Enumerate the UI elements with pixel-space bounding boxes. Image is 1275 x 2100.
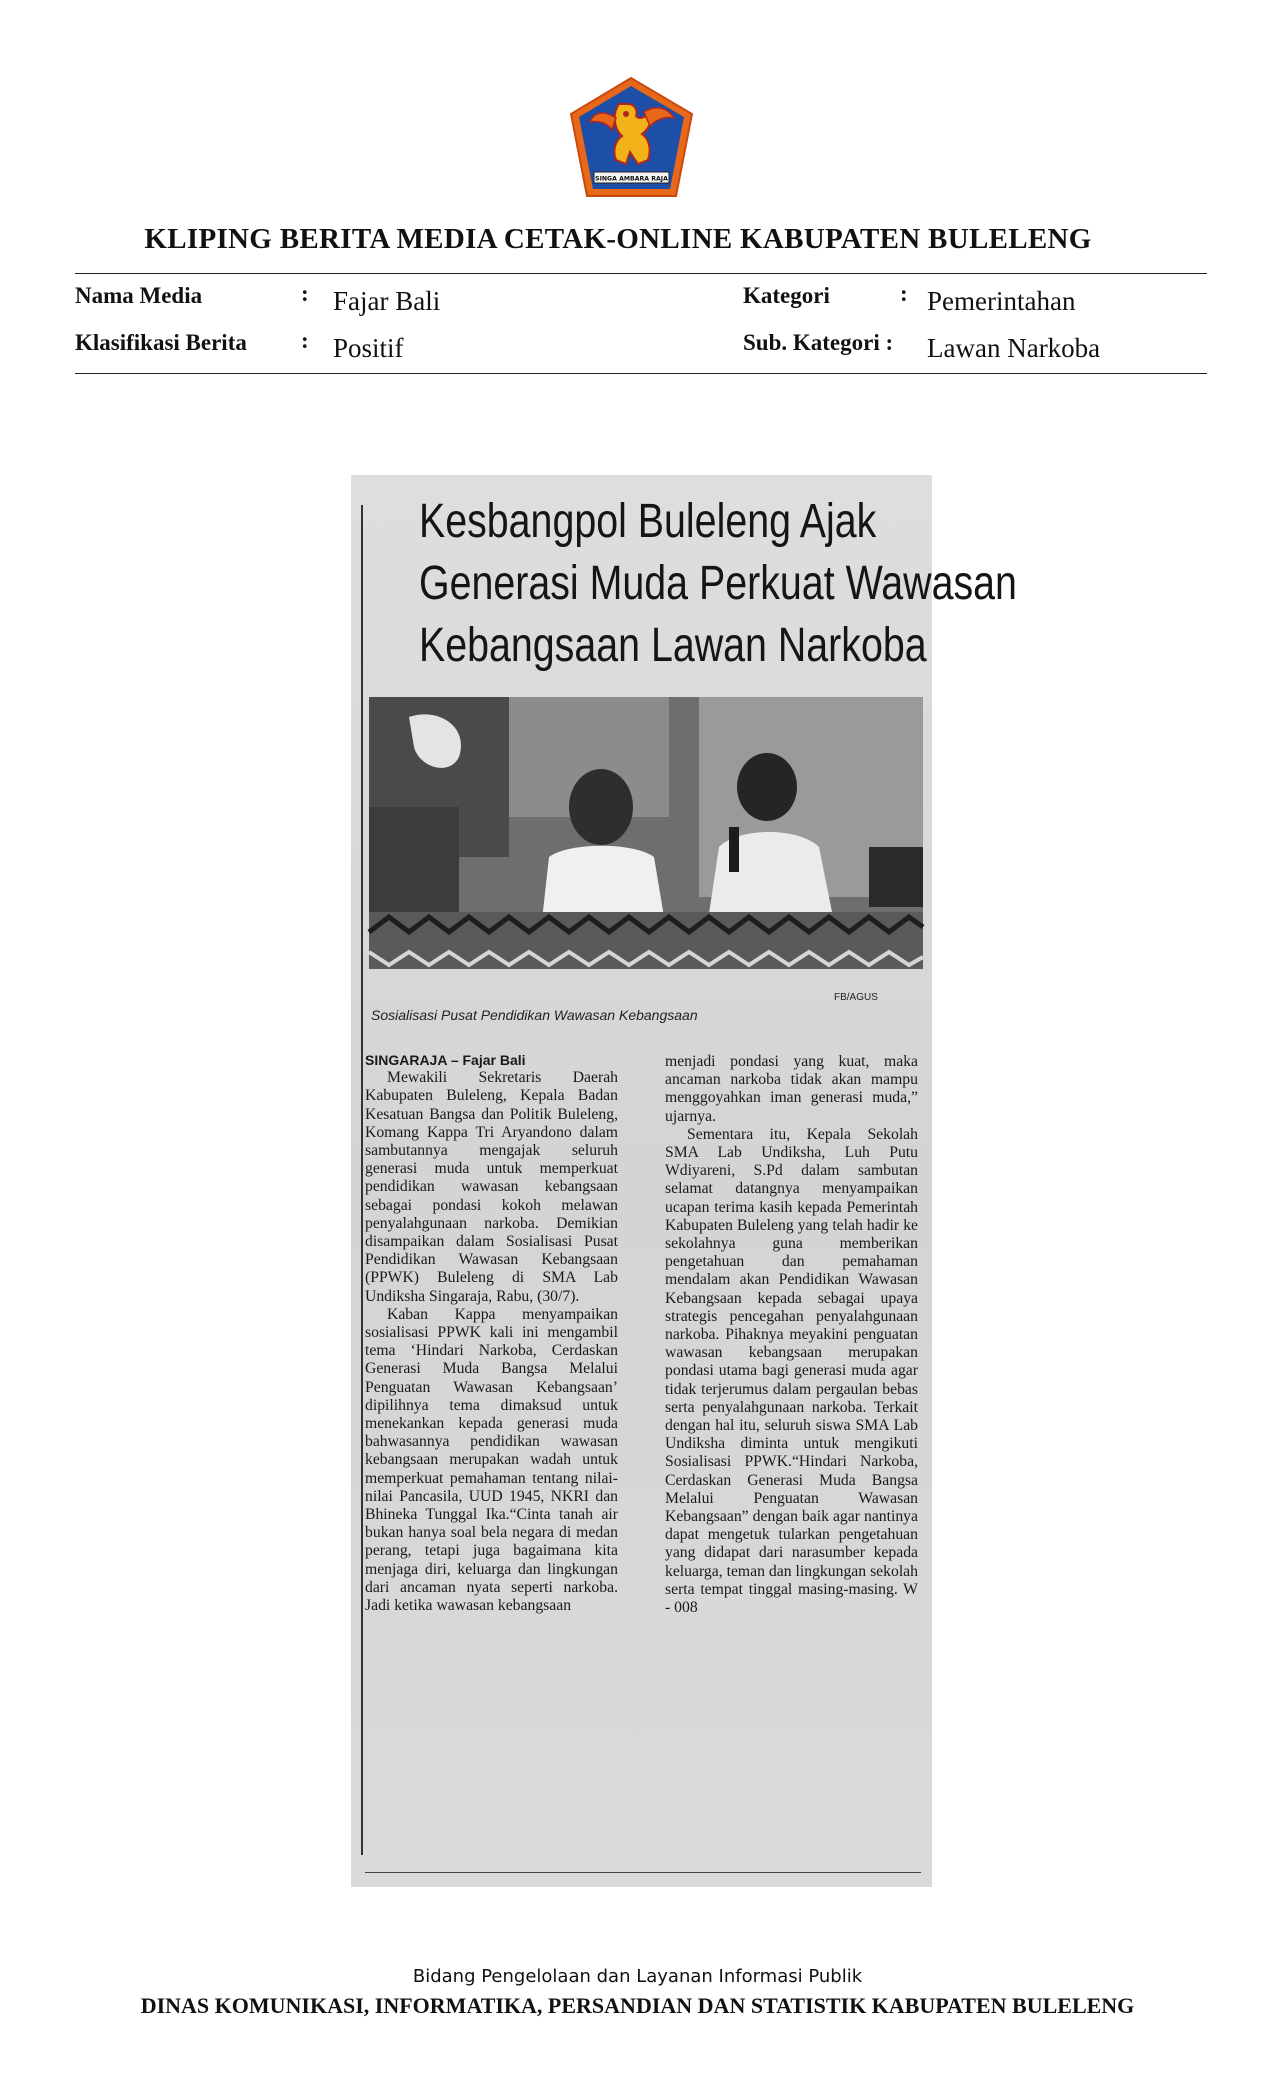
page-title: KLIPING BERITA MEDIA CETAK-ONLINE KABUPATEN BULELENG <box>144 223 1092 255</box>
photo-credit: FB/AGUS <box>834 992 878 1003</box>
photo-caption: Sosialisasi Pusat Pendidikan Wawasan Kebangsaan <box>371 1007 698 1023</box>
headline-line-1: Kesbangpol Buleleng Ajak <box>418 495 877 548</box>
nama-media-label: Nama Media <box>75 283 203 308</box>
buleleng-emblem-logo <box>564 74 699 202</box>
article-column-1 <box>365 1051 618 1615</box>
headline-line-2: Generasi Muda Perkuat Wawasan <box>418 557 1017 610</box>
sub-kategori-value: Lawan Narkoba <box>927 333 1101 363</box>
article-paragraph: Kaban Kappa menyampaikan sosialisasi PPWK kali ini mengambil tema ‘Hindari Narkoba, Cerdaskan Generasi Muda Bangsa Melalui Penguatan Wawasan Kebangsaan’ dipilihnya tema dimaksud untuk menekankan kepada generasi muda bahwasannya pendidikan wawasan kebangsaan merupakan wadah untuk memperkuat pemahaman tentang nilai-nilai Pancasila, UUD 1945, NKRI dan Bhineka Tunggal Ika.“Cinta tanah air bukan hanya soal bela negara di medan perang, tetapi juga bagaimana kita menjaga diri, keluarga dan lingkungan dari ancaman nyata seperti narkoba. Jadi ketika wawasan kebangsaan <box>365 1305 618 1615</box>
article-photo <box>369 697 923 969</box>
clipping-bottom-rule <box>365 1872 921 1873</box>
article-paragraph: menjadi pondasi yang kuat, maka ancaman narkoba tidak akan mampu menggoyahkan iman generasi muda,” ujarnya. <box>665 1053 918 1125</box>
kategori-colon: : <box>900 281 908 306</box>
kategori-value: Pemerintahan <box>927 286 1076 316</box>
article-dateline: SINGARAJA – Fajar Bali <box>365 1052 526 1068</box>
klasifikasi-berita-label: Klasifikasi Berita <box>75 330 247 355</box>
footer-division: Bidang Pengelolaan dan Layanan Informasi Publik <box>412 1966 863 1987</box>
newspaper-clipping <box>351 475 1017 1887</box>
article-paragraph: Mewakili Sekretaris Daerah Kabupaten Buleleng, Kepala Badan Kesatuan Bangsa dan Politik Buleleng, Komang Kappa Tri Aryandono dalam sambutannya mengajak seluruh generasi muda untuk memperkuat pendidikan wawasan kebangsaan sebagai pondasi kokoh melawan penyalahgunaan narkoba. Demikian disampaikan dalam Sosialisasi Pusat Pendidikan Wawasan Kebangsaan (PPWK) Buleleng di SMA Lab Undiksha Singaraja, Rabu, (30/7). <box>365 1069 618 1305</box>
sub-kategori-label: Sub. Kategori : <box>743 330 894 355</box>
header-divider-bottom <box>75 373 1207 374</box>
header-divider-top <box>75 273 1207 274</box>
footer-agency: DINAS KOMUNIKASI, INFORMATIKA, PERSANDIAN DAN STATISTIK KABUPATEN BULELENG <box>140 1993 1135 2018</box>
logo-motto-text: SINGA AMBARA RAJA <box>595 175 668 183</box>
nama-media-value: Fajar Bali <box>333 286 441 316</box>
kategori-label: Kategori <box>743 283 830 308</box>
headline-line-3: Kebangsaan Lawan Narkoba <box>418 619 927 672</box>
nama-media-colon: : <box>301 281 309 306</box>
article-column-2 <box>665 1053 918 1617</box>
klasifikasi-colon: : <box>301 328 309 353</box>
article-paragraph: Sementara itu, Kepala Sekolah SMA Lab Undiksha, Luh Putu Wdiyareni, S.Pd dalam sambutan selamat datangnya menyampaikan ucapan terima kasih kepada Pemerintah Kabupaten Buleleng yang telah hadir ke sekolahnya guna memberikan pengetahuan dan pemahaman mendalam akan Pendidikan Wawasan Kebangsaan kepada sebagai upaya strategis pencegahan penyalahgunaan narkoba. Pihaknya meyakini penguatan wawasan kebangsaan merupakan pondasi utama bagi generasi muda agar tidak terjerumus dalam pergaulan bebas serta penyalahgunaan narkoba. Terkait dengan hal itu, seluruh siswa SMA Lab Undiksha diminta untuk mengikuti Sosialisasi PPWK.“Hindari Narkoba, Cerdaskan Generasi Muda Bangsa Melalui Penguatan Wawasan Kebangsaan” dengan baik agar nantinya dapat mengetuk tularkan pengetahuan yang didapat dari narasumber kepada keluarga, teman dan lingkungan sekolah serta tempat tinggal masing-masing. W - 008 <box>665 1125 918 1617</box>
column-rule <box>361 505 363 1855</box>
article-headline <box>369 491 1017 677</box>
klasifikasi-berita-value: Positif <box>333 333 404 363</box>
